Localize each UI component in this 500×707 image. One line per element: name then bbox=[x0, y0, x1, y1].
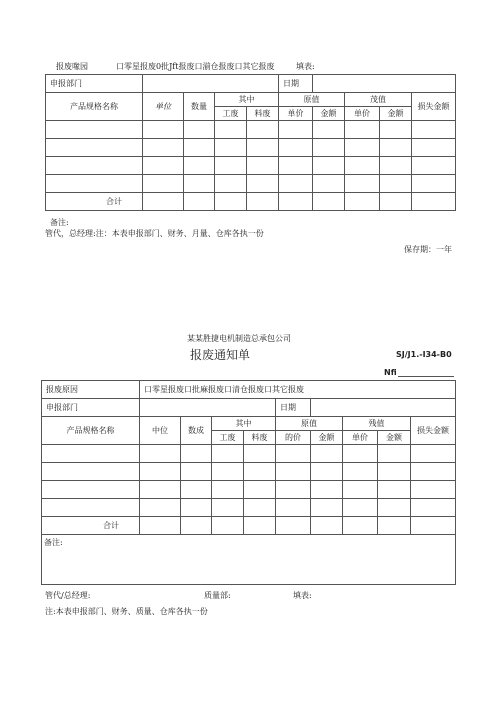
form2-reason-options[interactable]: 口零星报废口批麻报废口清仓报废口其它报废 bbox=[140, 381, 456, 399]
form1-date-value[interactable] bbox=[313, 75, 456, 93]
form1-header-work-waste: 工废 bbox=[215, 107, 247, 121]
form2-company: 某某胜捷电机制造总承包公司 bbox=[187, 334, 291, 343]
form1-dept-value[interactable] bbox=[143, 75, 279, 93]
form2-header-qty: 数成 bbox=[181, 417, 212, 445]
form2-number-label: Nfi bbox=[384, 368, 397, 377]
table-row bbox=[42, 481, 456, 499]
form1-header-amount: 金额 bbox=[313, 107, 345, 121]
table-row bbox=[46, 139, 456, 157]
form2-table bbox=[41, 380, 456, 585]
form2-header-residual: 残值 bbox=[343, 417, 411, 431]
table-row bbox=[46, 157, 456, 175]
form1-header-qty: 数量 bbox=[184, 93, 215, 121]
form2-date-label: 日期 bbox=[276, 399, 311, 417]
form1-header-among: 其中 bbox=[215, 93, 279, 107]
form1-header-unit: 单位 bbox=[143, 93, 184, 121]
form2-remark-label: 备注: bbox=[44, 538, 63, 547]
form1-remark-label: 备注: bbox=[50, 218, 69, 227]
form2-number-field[interactable] bbox=[398, 376, 454, 377]
form2-header-material-waste: 料废 bbox=[244, 431, 276, 445]
form2-header-original: 原值 bbox=[276, 417, 343, 431]
table-row bbox=[42, 463, 456, 481]
form2-dept-label: 申报部门 bbox=[42, 399, 140, 417]
form1-header-residual-amount: 金额 bbox=[380, 107, 412, 121]
table-row bbox=[46, 175, 456, 193]
form2-quality-label: 质量部: bbox=[204, 591, 231, 600]
form1-date-label: 日期 bbox=[279, 75, 313, 93]
form2-reason-label: 报废原因 bbox=[42, 381, 140, 399]
form2-header-loss: 损失金额 bbox=[411, 417, 456, 445]
table-row bbox=[42, 517, 456, 535]
form1-header-residual-unit-price: 单价 bbox=[345, 107, 380, 121]
form1-reason-label: 报废喙园 bbox=[56, 62, 88, 71]
form1-total-label: 合计 bbox=[46, 193, 143, 211]
form1-retention: 保存期：一年 bbox=[404, 245, 452, 254]
form1-filler-label: 填表: bbox=[296, 62, 315, 71]
form2-header-unit-price: 的价 bbox=[276, 431, 311, 445]
form2-header-unit: 中位 bbox=[140, 417, 181, 445]
form2-header-among: 其中 bbox=[212, 417, 276, 431]
form2-title: 报废通知单 bbox=[190, 348, 251, 362]
form2-header-amount: 金额 bbox=[311, 431, 343, 445]
form1-header-residual: 茂值 bbox=[345, 93, 412, 107]
form1-reason-options: 口零星报废0批Jft报废口湔仓报废口其它报废 bbox=[116, 62, 275, 71]
form2-header-residual-unit-price: 单价 bbox=[343, 431, 378, 445]
form1-footer-line: 管代，总经理:注：本表申报部门、财务、月量、仓库各执一份 bbox=[45, 229, 264, 238]
form2-filler-label: 填表: bbox=[293, 591, 312, 600]
form1-header-material-waste: 料废 bbox=[247, 107, 279, 121]
form1-dept-label: 申报部门 bbox=[46, 75, 143, 93]
form2-header-product: 产品规格名称 bbox=[42, 417, 140, 445]
form2-dept-value[interactable] bbox=[140, 399, 276, 417]
form2-header-work-waste: 工废 bbox=[212, 431, 244, 445]
form2-manager-label: 管代/总经理: bbox=[45, 591, 91, 600]
form2-remark-area[interactable] bbox=[42, 535, 456, 585]
form1-header-loss: 损失金额 bbox=[412, 93, 456, 121]
form1-header-product: 产品规格名称 bbox=[46, 93, 143, 121]
form1-header-unit-price: 单价 bbox=[279, 107, 313, 121]
form2-date-value[interactable] bbox=[311, 399, 456, 417]
table-row bbox=[46, 121, 456, 139]
form1-table bbox=[45, 74, 456, 211]
table-row bbox=[42, 499, 456, 517]
table-row bbox=[42, 445, 456, 463]
form2-note-line: 注:本表申报部门、财务、质量、仓库各执一份 bbox=[45, 607, 208, 616]
form2-code: SJ/J1.-I34-B0 bbox=[396, 350, 452, 359]
form2-header-residual-amount: 金额 bbox=[378, 431, 411, 445]
form2-total-label: 合计 bbox=[42, 517, 140, 535]
table-row bbox=[46, 193, 456, 211]
form1-header-original: 原值 bbox=[279, 93, 345, 107]
